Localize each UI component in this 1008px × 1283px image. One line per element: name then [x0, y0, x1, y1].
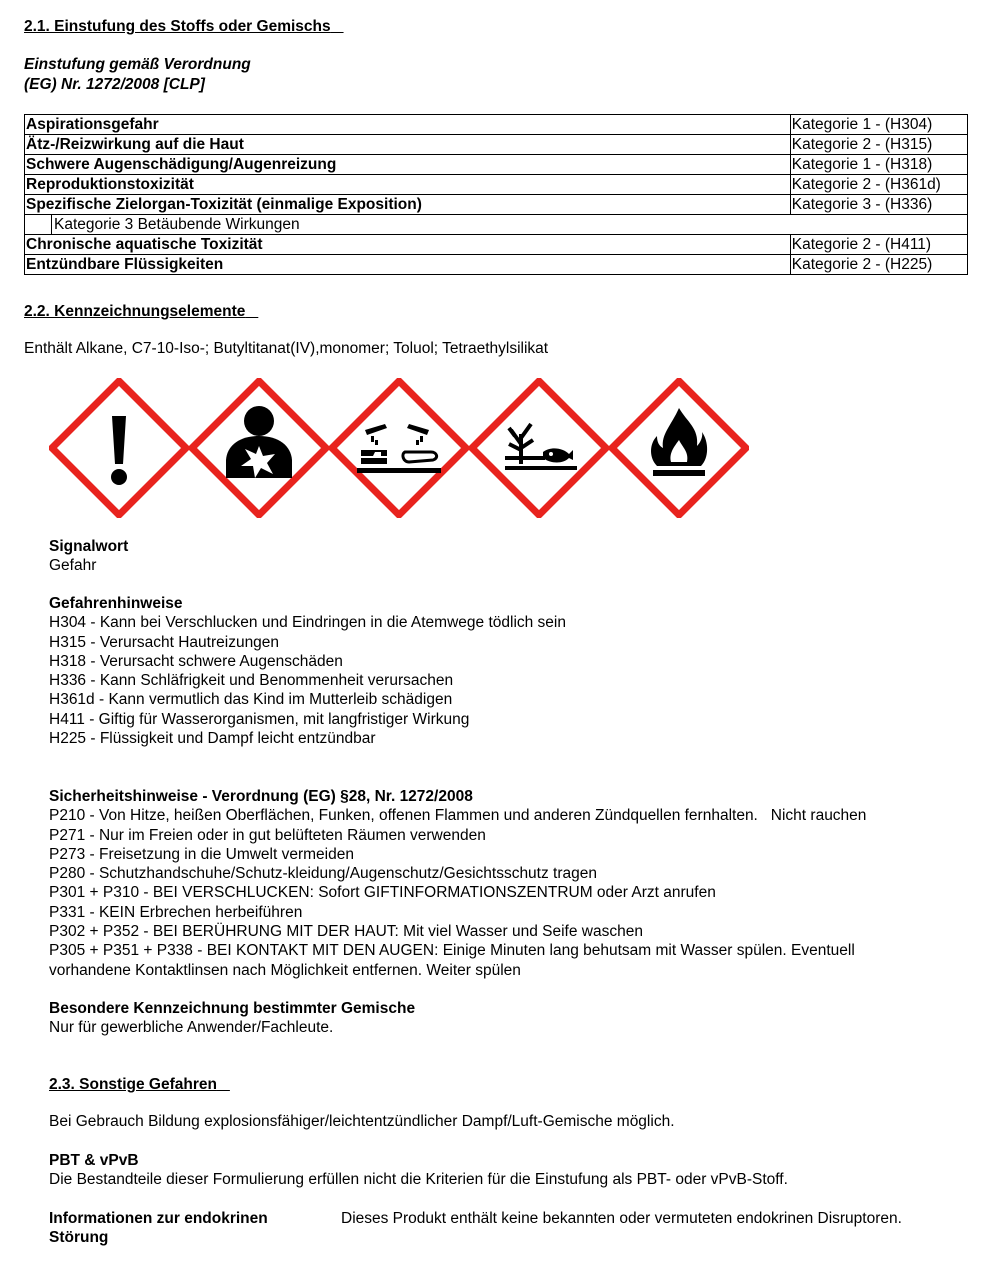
- hazard-class: Chronische aquatische Toxizität: [25, 235, 791, 255]
- environment-icon: [469, 378, 609, 518]
- classification-subheading-line1: Einstufung gemäß Verordnung: [24, 56, 251, 73]
- hazard-class: Entzündbare Flüssigkeiten: [25, 255, 791, 275]
- precaution-statement: P210 - Von Hitze, heißen Oberflächen, Funken, offenen Flammen und anderen Zündquellen fernhalten. Nicht rauchen: [49, 807, 867, 825]
- hazard-statements-label: Gefahrenhinweise: [49, 595, 183, 612]
- hazard-statement: H411 - Giftig für Wasserorganismen, mit langfristiger Wirkung: [49, 710, 470, 728]
- classification-table: [24, 114, 968, 275]
- section-2-1-heading: 2.1. Einstufung des Stoffs oder Gemischs: [24, 18, 331, 35]
- table-row: [25, 235, 968, 255]
- special-labelling-block: [49, 999, 415, 1038]
- precaution-statement: P273 - Freisetzung in die Umwelt vermeiden: [49, 845, 354, 863]
- table-row: [25, 255, 968, 275]
- precaution-statement: P271 - Nur im Freien oder in gut belüfteten Räumen verwenden: [49, 826, 486, 844]
- hazard-statement: H361d - Kann vermutlich das Kind im Mutterleib schädigen: [49, 691, 453, 709]
- precaution-statements-label: Sicherheitshinweise - Verordnung (EG) §28, Nr. 1272/2008: [49, 788, 473, 805]
- hazard-class: Schwere Augenschädigung/Augenreizung: [25, 155, 791, 175]
- hazard-subcategory: Kategorie 3 Betäubende Wirkungen: [52, 215, 968, 235]
- other-hazards-text: Bei Gebrauch Bildung explosionsfähiger/leichtentzündlicher Dampf/Luft-Gemische möglich.: [49, 1113, 675, 1130]
- section-2-3-heading: 2.3. Sonstige Gefahren: [49, 1076, 217, 1093]
- hazard-class: Reproduktionstoxizität: [25, 175, 791, 195]
- hazard-class: Aspirationsgefahr: [25, 115, 791, 135]
- hazard-statement: H225 - Flüssigkeit und Dampf leicht entzündbar: [49, 730, 376, 748]
- hazard-category: Kategorie 1 - (H304): [790, 115, 967, 135]
- precaution-statement: P301 + P310 - BEI VERSCHLUCKEN: Sofort GIFTINFORMATIONSZENTRUM oder Arzt anrufen: [49, 884, 716, 902]
- endocrine-label-line2: Störung: [49, 1229, 109, 1247]
- endocrine-label-line1: Informationen zur endokrinen: [49, 1210, 268, 1227]
- special-labelling-label: Besondere Kennzeichnung bestimmter Gemische: [49, 1000, 416, 1017]
- precaution-statement: P302 + P352 - BEI BERÜHRUNG MIT DER HAUT: Mit viel Wasser und Seife waschen: [49, 923, 643, 941]
- precaution-statement: vorhandene Kontaktlinsen nach Möglichkeit entfernen. Weiter spülen: [49, 961, 521, 979]
- hazard-category: Kategorie 2 - (H315): [790, 135, 967, 155]
- endocrine-text: Dieses Produkt enthält keine bekannten oder vermuteten endokrinen Disruptoren.: [341, 1210, 902, 1227]
- hazard-class: Spezifische Zielorgan-Toxizität (einmalige Exposition): [25, 195, 791, 215]
- precaution-statements-block: [49, 787, 866, 980]
- precaution-statement: P280 - Schutzhandschuhe/Schutz-kleidung/Augenschutz/Gesichtsschutz tragen: [49, 865, 597, 883]
- table-row: [25, 155, 968, 175]
- classification-subheading-line2: (EG) Nr. 1272/2008 [CLP]: [24, 76, 205, 93]
- hazard-category: Kategorie 2 - (H361d): [790, 175, 967, 195]
- hazard-category: Kategorie 1 - (H318): [790, 155, 967, 175]
- table-subrow: [25, 215, 968, 235]
- hazard-category: Kategorie 2 - (H411): [790, 235, 967, 255]
- signal-word-label: Signalwort: [49, 538, 129, 555]
- hazard-category: Kategorie 3 - (H336): [790, 195, 967, 215]
- pbt-text: Die Bestandteile dieser Formulierung erfüllen nicht die Kriterien für die Einstufung als PBT- oder vPvB-Stoff.: [49, 1171, 788, 1189]
- table-row: [25, 175, 968, 195]
- table-row: [25, 115, 968, 135]
- contains-text: Enthält Alkane, C7-10-Iso-; Butyltitanat(IV),monomer; Toluol; Tetraethylsilikat: [24, 340, 549, 357]
- pbt-label: PBT & vPvB: [49, 1152, 139, 1169]
- hazard-statement: H336 - Kann Schläfrigkeit und Benommenheit verursachen: [49, 672, 454, 690]
- special-labelling-value: Nur für gewerbliche Anwender/Fachleute.: [49, 1019, 334, 1037]
- signal-word-value: Gefahr: [49, 557, 97, 575]
- exclamation-mark-icon: [49, 378, 189, 518]
- hazard-category: Kategorie 2 - (H225): [790, 255, 967, 275]
- pbt-block: [49, 1151, 788, 1190]
- health-hazard-icon: [189, 378, 329, 518]
- table-row: [25, 135, 968, 155]
- hazard-statement: H318 - Verursacht schwere Augenschäden: [49, 652, 343, 670]
- section-2-2-heading: 2.2. Kennzeichnungselemente: [24, 303, 246, 320]
- hazard-statement: H315 - Verursacht Hautreizungen: [49, 633, 280, 651]
- precaution-statement: P331 - KEIN Erbrechen herbeiführen: [49, 903, 303, 921]
- corrosion-icon: [329, 378, 469, 518]
- precaution-statement: P305 + P351 + P338 - BEI KONTAKT MIT DEN AUGEN: Einige Minuten lang behutsam mit Wasser spülen. Eventuell: [49, 942, 855, 960]
- flame-icon: [609, 378, 749, 518]
- endocrine-label-block: [49, 1209, 268, 1248]
- hazard-class: Ätz-/Reizwirkung auf die Haut: [25, 135, 791, 155]
- hazard-statement: H304 - Kann bei Verschlucken und Eindringen in die Atemwege tödlich sein: [49, 614, 566, 632]
- signal-word-block: [49, 537, 128, 576]
- hazard-statements-block: [49, 594, 566, 748]
- table-row: [25, 195, 968, 215]
